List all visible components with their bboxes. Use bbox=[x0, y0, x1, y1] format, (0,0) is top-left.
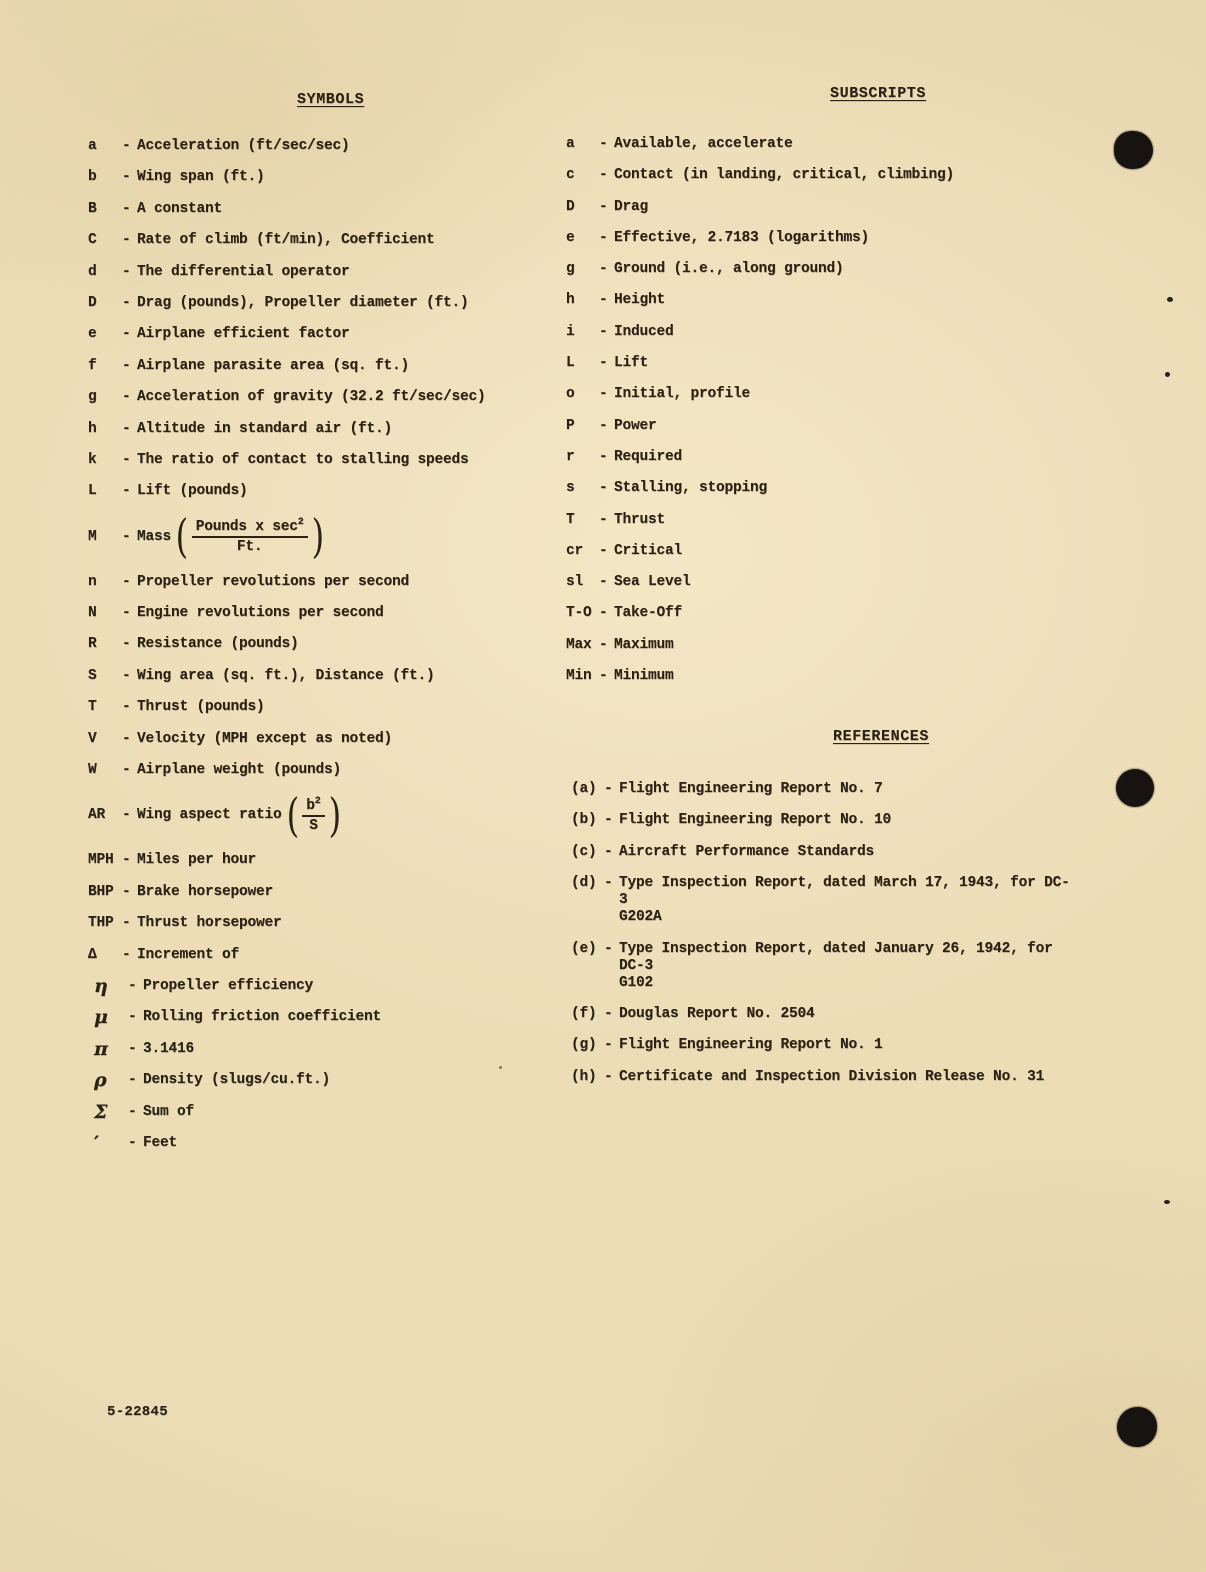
description-text: Wing span (ft.) bbox=[137, 169, 265, 186]
symbol-glyph: R bbox=[88, 636, 97, 653]
description-text: Miles per hour bbox=[137, 852, 257, 869]
dash: - bbox=[128, 1009, 137, 1026]
symbol-row bbox=[88, 476, 568, 507]
reference-label: (g) bbox=[571, 1037, 597, 1054]
reference-label: (e) bbox=[571, 940, 597, 957]
dash: - bbox=[604, 1037, 613, 1054]
reference-text bbox=[619, 875, 1076, 926]
symbol-row bbox=[88, 971, 568, 1002]
symbol-glyph: B bbox=[88, 200, 97, 217]
fraction-denominator: Ft. bbox=[236, 539, 263, 556]
dash: - bbox=[122, 883, 131, 900]
description-text: Thrust bbox=[614, 511, 666, 528]
subscripts-section-title: SUBSCRIPTS bbox=[830, 85, 927, 102]
ink-speck bbox=[1165, 372, 1170, 377]
dash: - bbox=[122, 636, 131, 653]
description-text: Available, accelerate bbox=[614, 136, 793, 152]
symbol-glyph: cr bbox=[566, 542, 584, 559]
symbol-glyph: f bbox=[88, 357, 97, 374]
symbol-glyph: Min bbox=[566, 668, 592, 685]
reference-label: (f) bbox=[571, 1005, 597, 1022]
dash: - bbox=[122, 326, 131, 343]
dash: - bbox=[122, 807, 131, 824]
description-text: Propeller revolutions per second bbox=[137, 573, 410, 590]
reference-line: Aircraft Performance Standards bbox=[619, 843, 875, 860]
dash: - bbox=[122, 915, 131, 932]
reference-label: (h) bbox=[571, 1068, 597, 1085]
description-text: Stalling, stopping bbox=[614, 480, 768, 497]
symbol-glyph: a bbox=[88, 138, 97, 154]
symbol-row bbox=[88, 1002, 568, 1033]
symbol-row bbox=[88, 940, 568, 971]
description-text: Airplane parasite area (sq. ft.) bbox=[137, 357, 410, 374]
description-text: The differential operator bbox=[137, 263, 350, 280]
dash: - bbox=[604, 875, 613, 892]
reference-row bbox=[571, 875, 1076, 926]
symbol-glyph: μ bbox=[94, 1006, 108, 1029]
subscript-row bbox=[566, 223, 1046, 254]
reference-text bbox=[619, 812, 1076, 829]
symbol-row bbox=[88, 786, 568, 845]
reference-line: Certificate and Inspection Division Release No. 31 bbox=[619, 1068, 1045, 1085]
dash: - bbox=[122, 420, 131, 437]
ink-speck bbox=[499, 1066, 502, 1069]
reference-row bbox=[571, 781, 1076, 798]
reference-row bbox=[571, 844, 1076, 861]
symbol-row bbox=[88, 724, 568, 755]
symbol-glyph: C bbox=[88, 232, 97, 249]
ink-speck bbox=[1167, 297, 1173, 302]
superscript: 2 bbox=[314, 796, 321, 808]
reference-line: Douglas Report No. 2504 bbox=[619, 1005, 815, 1022]
subscript-row bbox=[566, 129, 1046, 160]
description-text: Lift (pounds) bbox=[137, 483, 248, 500]
description-text: Airplane weight (pounds) bbox=[137, 762, 342, 779]
dash: - bbox=[122, 232, 131, 249]
symbol-row bbox=[88, 194, 568, 225]
description-text bbox=[137, 509, 568, 564]
description-text: A constant bbox=[137, 200, 223, 217]
fraction-stack bbox=[302, 798, 324, 834]
subscript-row bbox=[566, 567, 1046, 598]
dash: - bbox=[128, 1040, 137, 1057]
symbol-glyph: d bbox=[88, 263, 97, 280]
symbol-glyph: k bbox=[88, 451, 97, 468]
dash: - bbox=[128, 1134, 137, 1151]
symbol-glyph: Δ bbox=[88, 946, 97, 963]
dash: - bbox=[122, 294, 131, 311]
description-text: Initial, profile bbox=[614, 386, 751, 403]
dash: - bbox=[599, 480, 608, 497]
dash: - bbox=[122, 528, 131, 545]
description-text: Increment of bbox=[137, 946, 240, 963]
dash: - bbox=[599, 636, 608, 653]
symbol-glyph: a bbox=[566, 136, 575, 152]
reference-line: Flight Engineering Report No. 7 bbox=[619, 781, 883, 797]
reference-row bbox=[571, 941, 1076, 992]
dash: - bbox=[599, 542, 608, 559]
reference-text bbox=[619, 1037, 1076, 1054]
subscript-row bbox=[566, 505, 1046, 536]
subscript-row bbox=[566, 379, 1046, 410]
symbol-row bbox=[88, 629, 568, 660]
symbol-row bbox=[88, 162, 568, 193]
dash: - bbox=[599, 605, 608, 622]
subscript-row bbox=[566, 348, 1046, 379]
dash: - bbox=[599, 229, 608, 246]
symbol-glyph: S bbox=[88, 667, 97, 684]
close-paren-glyph: ) bbox=[328, 788, 341, 843]
dash: - bbox=[599, 261, 608, 278]
description-text: Engine revolutions per second bbox=[137, 605, 384, 622]
symbol-glyph: h bbox=[88, 420, 97, 437]
punch-hole-icon bbox=[1114, 131, 1153, 169]
symbol-row bbox=[88, 598, 568, 629]
symbol-glyph: P bbox=[566, 417, 575, 434]
dash: - bbox=[122, 357, 131, 374]
reference-row bbox=[571, 1006, 1076, 1023]
symbol-glyph: i bbox=[566, 323, 575, 340]
dash: - bbox=[599, 167, 608, 184]
description-text: Required bbox=[614, 448, 683, 465]
subscript-row bbox=[566, 285, 1046, 316]
symbol-row bbox=[88, 257, 568, 288]
description-text: Contact (in landing, critical, climbing) bbox=[614, 167, 955, 184]
reference-label: (d) bbox=[571, 875, 597, 892]
symbol-glyph: V bbox=[88, 730, 97, 747]
subscript-row bbox=[566, 661, 1046, 692]
symbol-glyph: W bbox=[88, 762, 97, 779]
description-text: Drag bbox=[614, 198, 649, 215]
symbol-glyph: π bbox=[94, 1037, 108, 1060]
reference-continuation-line: G102 bbox=[619, 974, 654, 991]
description-text: Altitude in standard air (ft.) bbox=[137, 420, 393, 437]
dash: - bbox=[604, 843, 613, 860]
fraction-numerator: $b^2$ bbox=[302, 798, 324, 817]
dash: - bbox=[599, 136, 608, 152]
symbol-glyph: h bbox=[566, 292, 575, 309]
symbol-glyph: n bbox=[88, 573, 97, 590]
symbol-glyph: M bbox=[88, 528, 97, 545]
references-list bbox=[571, 781, 1076, 1100]
description-text: Rate of climb (ft/min), Coefficient bbox=[137, 232, 435, 249]
description-text: Power bbox=[614, 417, 657, 434]
dash: - bbox=[604, 812, 613, 829]
symbol-row bbox=[88, 382, 568, 413]
punch-hole-icon bbox=[1117, 1407, 1157, 1447]
subscript-row bbox=[566, 317, 1046, 348]
reference-row bbox=[571, 1069, 1076, 1086]
math-fraction bbox=[286, 788, 341, 843]
symbol-glyph: ρ bbox=[94, 1069, 107, 1092]
reference-label: (a) bbox=[571, 781, 597, 797]
symbol-glyph: Max bbox=[566, 636, 592, 653]
dash: - bbox=[122, 138, 131, 154]
symbol-row bbox=[88, 131, 568, 162]
symbol-glyph: T-O bbox=[566, 605, 592, 622]
dash: - bbox=[599, 355, 608, 372]
dash: - bbox=[122, 762, 131, 779]
dash: - bbox=[122, 852, 131, 869]
fraction-denominator: S bbox=[309, 817, 318, 834]
symbol-row bbox=[88, 351, 568, 382]
symbol-row bbox=[88, 288, 568, 319]
dash: - bbox=[122, 667, 131, 684]
description-text: Thrust (pounds) bbox=[137, 699, 265, 716]
dash: - bbox=[599, 574, 608, 591]
reference-label: (c) bbox=[571, 843, 597, 860]
description-text bbox=[137, 788, 568, 843]
description-text: Velocity (MPH except as noted) bbox=[137, 730, 393, 747]
description-text: Lift bbox=[614, 355, 649, 372]
description-text: Drag (pounds), Propeller diameter (ft.) bbox=[137, 294, 469, 311]
symbol-glyph: g bbox=[566, 261, 575, 278]
reference-text bbox=[619, 1069, 1076, 1086]
description-text: Induced bbox=[614, 323, 674, 340]
dash: - bbox=[128, 977, 137, 994]
reference-line: Flight Engineering Report No. 1 bbox=[619, 1037, 883, 1054]
symbol-glyph: g bbox=[88, 389, 97, 406]
symbol-row bbox=[88, 1034, 568, 1065]
dash: - bbox=[599, 448, 608, 465]
description-text: Acceleration of gravity (32.2 ft/sec/sec) bbox=[137, 389, 486, 406]
symbols-section-title: SYMBOLS bbox=[297, 91, 365, 108]
subscript-row bbox=[566, 630, 1046, 661]
description-text: Sum of bbox=[143, 1103, 195, 1120]
dash: - bbox=[122, 483, 131, 500]
symbol-glyph: L bbox=[88, 483, 97, 500]
dash: - bbox=[599, 417, 608, 434]
symbol-glyph: THP bbox=[88, 915, 114, 932]
open-paren-glyph: ( bbox=[286, 788, 299, 843]
description-text: 3.1416 bbox=[143, 1040, 195, 1057]
dash: - bbox=[122, 451, 131, 468]
symbol-glyph: D bbox=[566, 198, 575, 215]
dash: - bbox=[599, 323, 608, 340]
symbol-glyph: MPH bbox=[88, 852, 114, 869]
symbol-row bbox=[88, 225, 568, 256]
description-text: Wing area (sq. ft.), Distance (ft.) bbox=[137, 667, 435, 684]
dash: - bbox=[122, 169, 131, 186]
symbol-glyph: T bbox=[88, 699, 97, 716]
dash: - bbox=[122, 605, 131, 622]
description-text: Acceleration (ft/sec/sec) bbox=[137, 138, 350, 154]
dash: - bbox=[122, 200, 131, 217]
symbol-row bbox=[88, 1097, 568, 1128]
reference-line: Flight Engineering Report No. 10 bbox=[619, 812, 892, 829]
dash: - bbox=[128, 1072, 137, 1089]
dash: - bbox=[599, 511, 608, 528]
dash: - bbox=[604, 781, 613, 797]
ink-speck bbox=[1164, 1200, 1170, 1204]
symbol-row bbox=[88, 877, 568, 908]
dash: - bbox=[604, 1068, 613, 1085]
symbol-glyph: ′ bbox=[94, 1131, 99, 1154]
description-text: Height bbox=[614, 292, 666, 309]
dash: - bbox=[604, 940, 613, 957]
description-text: Mass bbox=[137, 528, 172, 545]
reference-text bbox=[619, 781, 1076, 798]
subscript-row bbox=[566, 536, 1046, 567]
symbol-glyph: r bbox=[566, 448, 575, 465]
symbol-glyph: D bbox=[88, 294, 97, 311]
dash: - bbox=[604, 1005, 613, 1022]
dash: - bbox=[122, 573, 131, 590]
symbol-row bbox=[88, 692, 568, 723]
open-paren-glyph: ( bbox=[175, 509, 189, 564]
dash: - bbox=[128, 1103, 137, 1120]
close-paren-glyph: ) bbox=[311, 509, 324, 564]
symbol-glyph: s bbox=[566, 480, 575, 497]
symbol-row bbox=[88, 1065, 568, 1096]
description-text: Feet bbox=[143, 1134, 178, 1151]
reference-text bbox=[619, 844, 1076, 861]
symbol-glyph: L bbox=[566, 355, 575, 372]
description-text: Effective, 2.7183 (logarithms) bbox=[614, 229, 870, 246]
symbol-row bbox=[88, 567, 568, 598]
description-text: Rolling friction coefficient bbox=[143, 1009, 382, 1026]
description-text: Take-Off bbox=[614, 605, 683, 622]
fraction-stack bbox=[192, 519, 308, 555]
subscript-row bbox=[566, 160, 1046, 191]
symbol-row bbox=[88, 508, 568, 567]
symbol-glyph: BHP bbox=[88, 883, 114, 900]
symbol-glyph: o bbox=[566, 386, 575, 403]
description-text: Resistance (pounds) bbox=[137, 636, 299, 653]
dash: - bbox=[122, 389, 131, 406]
description-text: Sea Level bbox=[614, 574, 691, 591]
dash: - bbox=[122, 730, 131, 747]
dash: - bbox=[599, 386, 608, 403]
subscript-row bbox=[566, 473, 1046, 504]
symbol-glyph: sl bbox=[566, 574, 584, 591]
symbol-row bbox=[88, 445, 568, 476]
symbol-row bbox=[88, 319, 568, 350]
description-text: Critical bbox=[614, 542, 683, 559]
reference-label: (b) bbox=[571, 812, 597, 829]
symbol-row bbox=[88, 414, 568, 445]
description-text: Ground (i.e., along ground) bbox=[614, 261, 844, 278]
superscript: 2 bbox=[297, 517, 304, 529]
description-text: Brake horsepower bbox=[137, 883, 274, 900]
dash: - bbox=[122, 263, 131, 280]
symbol-glyph: e bbox=[88, 326, 97, 343]
dash: - bbox=[599, 198, 608, 215]
reference-line: Type Inspection Report, dated March 17, 1943, for DC-3 bbox=[619, 875, 1070, 909]
subscript-row bbox=[566, 254, 1046, 285]
reference-text bbox=[619, 1006, 1076, 1023]
description-text: The ratio of contact to stalling speeds bbox=[137, 451, 469, 468]
symbol-glyph: c bbox=[566, 167, 575, 184]
dash: - bbox=[122, 699, 131, 716]
symbol-row bbox=[88, 1128, 568, 1159]
fraction-numerator: Pounds x $\sec^2$ bbox=[192, 519, 308, 538]
reference-line: Type Inspection Report, dated January 26, 1942, for DC-3 bbox=[619, 940, 1053, 974]
description-text: Minimum bbox=[614, 668, 674, 685]
reference-continuation-line: G202A bbox=[619, 909, 662, 926]
dash: - bbox=[599, 292, 608, 309]
symbol-row bbox=[88, 908, 568, 939]
description-text: Density (slugs/cu.ft.) bbox=[143, 1072, 331, 1089]
symbol-row bbox=[88, 755, 568, 786]
description-text: Thrust horsepower bbox=[137, 915, 282, 932]
subscripts-list bbox=[566, 129, 1046, 692]
dash: - bbox=[122, 946, 131, 963]
subscript-row bbox=[566, 442, 1046, 473]
punch-hole-icon bbox=[1116, 769, 1154, 807]
description-text: Maximum bbox=[614, 636, 674, 653]
math-fraction bbox=[175, 509, 324, 564]
document-number: 5-22845 bbox=[107, 1404, 168, 1420]
subscript-row bbox=[566, 411, 1046, 442]
description-text: Wing aspect ratio bbox=[137, 807, 282, 824]
description-text: Airplane efficient factor bbox=[137, 326, 350, 343]
symbol-glyph: T bbox=[566, 511, 575, 528]
references-section-title: REFERENCES bbox=[833, 728, 930, 745]
symbol-row bbox=[88, 845, 568, 876]
symbol-glyph: b bbox=[88, 169, 97, 186]
symbol-glyph: N bbox=[88, 605, 97, 622]
symbol-glyph: e bbox=[566, 229, 575, 246]
symbol-glyph: Σ bbox=[94, 1100, 108, 1123]
description-text: Propeller efficiency bbox=[143, 977, 314, 994]
reference-row bbox=[571, 1037, 1076, 1054]
symbols-list bbox=[88, 131, 568, 1159]
symbol-row bbox=[88, 661, 568, 692]
dash: - bbox=[599, 668, 608, 685]
symbol-glyph: η bbox=[94, 974, 108, 997]
symbol-glyph: AR bbox=[88, 807, 106, 824]
reference-text bbox=[619, 941, 1076, 992]
subscript-row bbox=[566, 192, 1046, 223]
subscript-row bbox=[566, 598, 1046, 629]
reference-row bbox=[571, 812, 1076, 829]
